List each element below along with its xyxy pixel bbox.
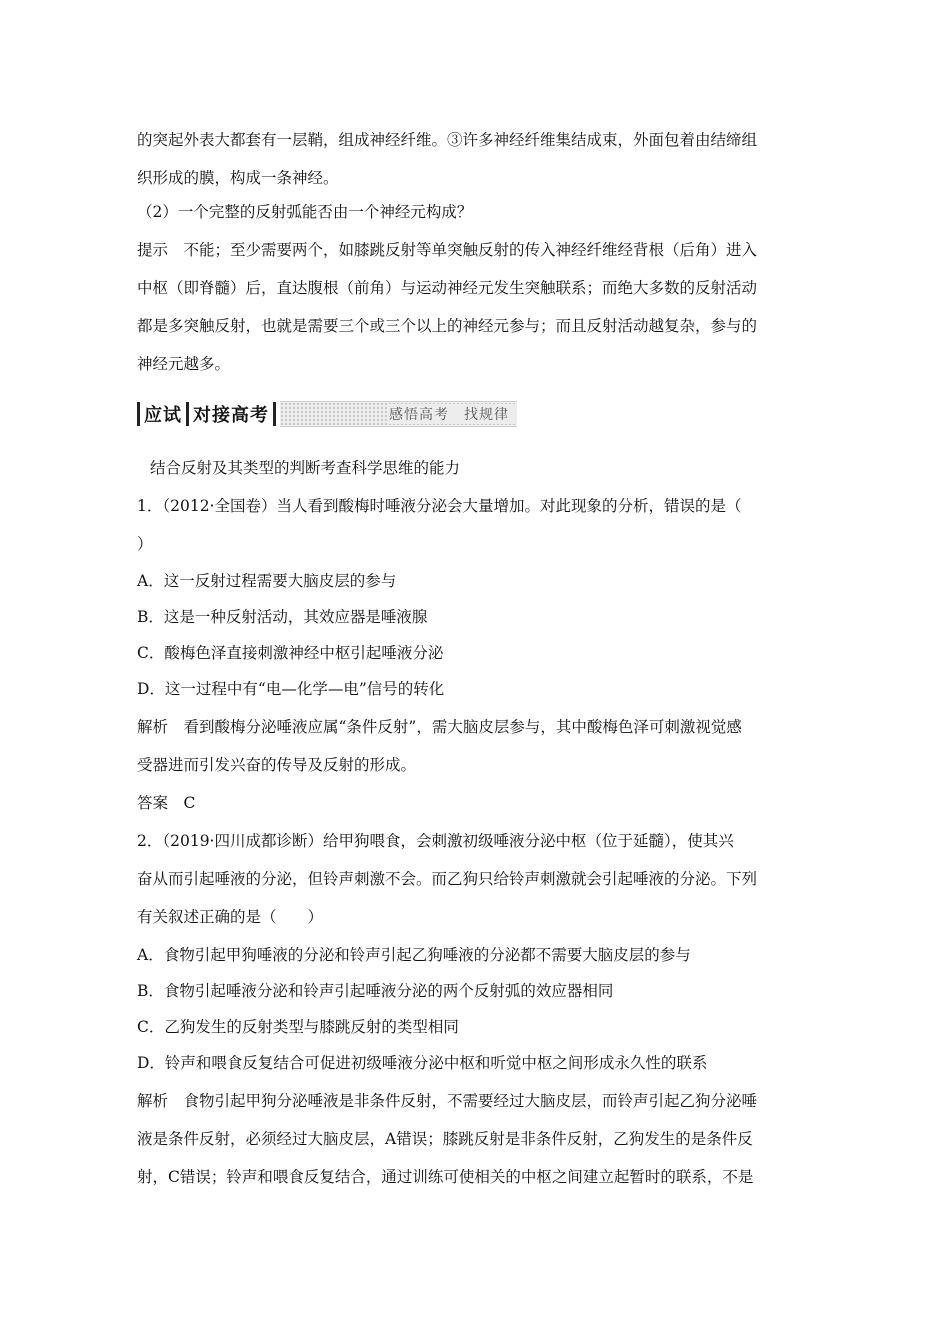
analysis-text: 解析 食物引起甲狗分泌唾液是非条件反射，不需要经过大脑皮层，而铃声引起乙狗分泌唾 [137, 1092, 758, 1110]
hint-text: 中枢（即脊髓）后，直达腹根（前角）与运动神经元发生突触联系；而绝大多数的反射活动 [137, 279, 758, 297]
banner-pattern [280, 401, 517, 427]
option-b: B．这是一种反射活动，其效应器是唾液腺 [137, 608, 428, 626]
analysis-text: 受器进而引发兴奋的传导及反射的形成。 [137, 756, 417, 774]
option-c: C．酸梅色泽直接刺激神经中枢引起唾液分泌 [137, 644, 444, 662]
sub-question: （2）一个完整的反射弧能否由一个神经元构成？ [137, 203, 473, 221]
option-d: D．这一过程中有“电—化学—电”信号的转化 [137, 680, 445, 698]
hint-text: 都是多突触反射，也就是需要三个或三个以上的神经元参与；而且反射活动越复杂，参与的 [137, 317, 758, 335]
question-2: 奋从而引起唾液的分泌，但铃声刺激不会。而乙狗只给铃声刺激就会引起唾液的分泌。下列 [137, 870, 758, 888]
question-1: 1．（2012·全国卷）当人看到酸梅时唾液分泌会大量增加。对此现象的分析，错误的是（ [137, 497, 742, 515]
banner-subtitle: 感悟高考 找规律 [389, 404, 517, 424]
section-heading: 结合反射及其类型的判断考查科学思维的能力 [150, 459, 461, 477]
banner-bar [273, 402, 276, 426]
question-2: 有关叙述正确的是（ ） [137, 908, 324, 926]
answer: 答案 C [137, 794, 196, 812]
question-2: 2．（2019·四川成都诊断）给甲狗喂食，会刺激初级唾液分泌中枢（位于延髓），使其兴 [137, 832, 734, 850]
option-b: B．食物引起唾液分泌和铃声引起唾液分泌的两个反射弧的效应器相同 [137, 982, 614, 1000]
analysis-text: 液是条件反射，必须经过大脑皮层，A错误；膝跳反射是非条件反射，乙狗发生的是条件反 [137, 1130, 753, 1148]
hint-text: 提示 不能；至少需要两个，如膝跳反射等单突触反射的传入神经纤维经背根（后角）进入 [137, 241, 758, 259]
hint-text: 神经元越多。 [137, 355, 231, 373]
text-line: 织形成的膜，构成一条神经。 [137, 169, 339, 187]
section-banner [137, 400, 517, 428]
option-d: D．铃声和喂食反复结合可促进初级唾液分泌中枢和听觉中枢之间形成永久性的联系 [137, 1054, 708, 1072]
option-a: A．这一反射过程需要大脑皮层的参与 [137, 572, 397, 590]
analysis-text: 射，C错误；铃声和喂食反复结合，通过训练可使相关的中枢之间建立起暂时的联系，不是 [137, 1168, 754, 1186]
question-1-bracket: ） [137, 535, 153, 553]
banner-title-2: 对接高考 [193, 405, 269, 426]
banner-title: 应试 [144, 405, 182, 426]
text-line: 的突起外表大都套有一层鞘，组成神经纤维。③许多神经纤维集结成束，外面包着由结缔组 [137, 131, 758, 149]
option-a: A．食物引起甲狗唾液的分泌和铃声引起乙狗唾液的分泌都不需要大脑皮层的参与 [137, 946, 691, 964]
option-c: C．乙狗发生的反射类型与膝跳反射的类型相同 [137, 1018, 459, 1036]
analysis-text: 解析 看到酸梅分泌唾液应属“条件反射”，需大脑皮层参与，其中酸梅色泽可刺激视觉感 [137, 718, 742, 736]
